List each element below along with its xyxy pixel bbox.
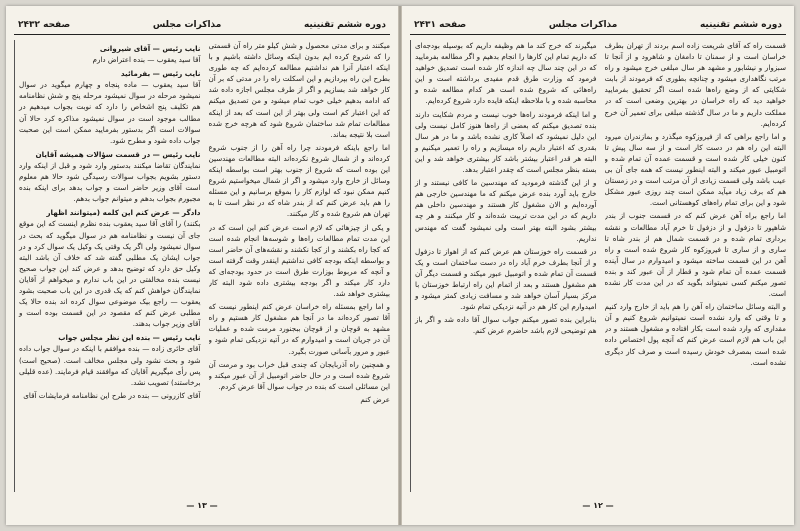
paragraph-text: و البته وسائل ساختمان راه آهن را هم باید از خارج وارد کنیم و تا وقتی که وارد نشده است نمیتوانیم شروع کنیم و آن مقداری که وارد شده است بکار افتاده و مشغول هستند و در این باب هم لازم است عرض کنم که آنچه پول اختصاص داده شده است بمصرف خودش رسیده است و صرف کار دیگری نشده است. xyxy=(604,302,786,367)
paragraph-text: در قسمت راه خوزستان هم عرض کنم که از اهواز تا دزفول و از آنجا بطرف خرم آباد راه در دست ساختمان است و یک قسمت آن تمام شده و اتومبیل عبور میکند و قسمت دیگر آن هم مشغول هستند و بعد از اتمام این راه ارتباط خوزستان با مرکز بسیار آسان خواهد شد و مسافت زیادی کمتر میشود و امیدوارم این کار هم در آتیه نزدیکی تمام شود. xyxy=(415,246,597,312)
speaker-line: نایب رئیس — آقای شیروانی xyxy=(99,44,201,53)
transcript-paragraph xyxy=(605,301,787,368)
transcript-paragraph xyxy=(209,222,391,300)
paragraph-text: آقا سید یعقوب — ماده پنجاه و چهارم میگوید در سوال نمیشود مرحله در سوال نمیشود مرحله پنج و شش نظامنامه هم تکلیف پنج اشخاص را دارد که نوبت بجواب میدهیم در مطالب موجود است در سوال نمیشود مذاکره کرد حالا آن سوالات است اگر بدستور بفرمایید ممکن است این صحبت جواب داده شود و مطرح شود. xyxy=(19,80,201,145)
paragraph-text: میگیرند که خرج کند ما هم وظیفه داریم که بوسیله بودجه‌ای که داریم تمام این کارها را انجام بدهیم و اگر مطالعه بفرمایید که در این چند سال چه اندازه کار شده است تصدیق خواهید فرمود که وزارت طرق قدم مفیدی برداشته است و این راه‌هائی که شروع شده است هر کدام مطالعه شده و محاسبه شده و با ملاحظه اینکه فایده دارد شروع کرده‌ایم. xyxy=(415,41,597,106)
right-page-header xyxy=(410,16,786,35)
right-page-footer-number: — ۱۲ — xyxy=(582,501,614,510)
paragraph-text: قسمت راه که آقای شریعت زاده اسم بردند از تهران بطرف خراسان است و از سمنان تا دامغان و شاهرود و از آنجا تا سبزوار و نیشابور و مشهد هر سال مبلغی خرج میشود و راه مرتب نگاهداری میشود و چنانچه بطوری که فرمودند از بابت شکایتی که از وضع راه‌ها شده است اگر تحقیق بفرمایید خواهید دید که راه خراسان در بهترین وضعی است که در مملکت داریم و ما در سال گذشته مبلغی برای تعمیر آن خرج کرده‌ایم. xyxy=(604,41,786,128)
speaker-line: نایب رئیس — در قسمت سؤالات همیشه آقایان xyxy=(35,149,201,159)
speaker-line: نایب رئیس — بنده این نظر مجلس جواب xyxy=(58,333,201,343)
right-header-title: مذاکرات مجلس xyxy=(548,20,618,30)
right-page-columns xyxy=(410,40,786,492)
right-header-page-number: صفحه ۲۴۳۱ xyxy=(414,20,467,30)
transcript-paragraph xyxy=(19,332,201,387)
paragraph-text: و یکی از چیزهائی که لازم است عرض کنم این است که در این مدت تمام مطالعات راه‌ها و شوسه‌ها انجام شده است که کجا راه بکشند و از کجا نکشند و نقشه‌های آن حاضر است و بواسطه اینکه بودجه کافی نداشتیم اینقدر وقت گرفته است و آنچه که مربوط بوزارت طرق است در حدود بودجه‌ای که دارد کار میکند و اگر بودجه بیشتری داده شود البته کار بیشتری خواهد شد. xyxy=(208,222,390,299)
transcript-paragraph xyxy=(605,131,787,209)
transcript-paragraph xyxy=(209,301,391,356)
transcript-paragraph xyxy=(415,109,597,176)
left-page-header xyxy=(14,16,390,35)
transcript-paragraph xyxy=(19,43,201,65)
transcript-paragraph xyxy=(19,207,201,329)
left-page xyxy=(14,16,390,514)
transcript-paragraph xyxy=(19,390,201,401)
paragraph-text: عرض کنم xyxy=(360,394,390,404)
left-page-columns xyxy=(14,40,390,492)
right-header-session: دوره ششم تقنینیه xyxy=(699,20,782,30)
paragraph-text: و اما راجع براهی که از فیروزکوه میگذرد و بمازندران میرود البته این راه هم در دست کار است و از سه سال پیش تا کنون خیلی کار شده است و قسمت عمده آن تمام شده و اتومبیل عبور میکند و البته اینطور نیست که همه جای آن بی عیب باشد ولی قسمت زیادی از آن مرتب است و در زمستان هم که برف زیاد میآید ممکن است چند روزی عبور مشکل شود و این برای تمام راه‌های کوهستانی است. xyxy=(604,131,786,208)
paragraph-text: و همچنین راه آذربایجان که چندی قبل خراب بود و مرمت آن شروع شده است و در حال حاضر اتومبیل از آن عبور میکند و این مسائلی است که بنده در جواب سوال آقا عرض کردم. xyxy=(208,359,390,391)
transcript-paragraph xyxy=(415,246,597,313)
transcript-paragraph xyxy=(415,177,597,244)
paragraph-text: بکنند) را آقای آقا سید یعقوب بنده نظرم اینست که این موقع جای آن نیست و نظامنامه هم در سوال میگوید که بحث در سوال نمیشود ولی اگر یک وقتی یک وکیل یک سوال کرد و در جواب ایشان یک مطلبی گفته شد که خلاف آن باشد البته وکیل حق دارد که توضیح بدهد و عرض کند این جواب صحیح نیست بنده مخالفتی در این باب ندارم و میخواهم از آقایان نمایندگان خواهش کنم که یک قدری در این باب صحبت بشود یعقوب — راجع بیک موضوعی سوال کرده اند بنده حالا یک مطلبی عرض کنم که مقصود در این قسمت بوده است و آقای وزیر جواب بدهند. xyxy=(19,219,201,329)
left-header-page-number: صفحه ۲۴۳۲ xyxy=(18,20,71,30)
right-page xyxy=(410,16,786,514)
left-header-session: دوره ششم تقنینیه xyxy=(303,20,386,30)
paragraph-text: اما راجع باینکه فرمودند چرا راه آهن را از جنوب شروع کرده‌اند و از شمال شروع نکرده‌اند البته مطالعات مهندسین این بوده است که شروع از جنوب بهتر است بواسطه اینکه وسائل از خارج وارد میشود و اگر از شمال میخواستیم شروع کنیم ممکن نبود که لوازم کار را بموقع برسانیم و این مسئله را هم باید عرض کنم که از بندر شاه که در نظر است تا به تهران هم شروع شده و کار میکنند. xyxy=(208,142,390,219)
paragraph-text: آقای حائری زاده — بنده موافقم با اینکه در سوال جواب داده شود و بحث نشود ولی مجلس مخالف است. (صحیح است) پس رأی میگیریم آقایان که موافقند قیام فرمایند. (عده قلیلی برخاستند) تصویب نشد. xyxy=(19,344,201,387)
transcript-paragraph xyxy=(605,210,787,299)
paragraph-text: و از این گذشته فرمودید که مهندسین ما کافی نیستند و از خارج باید آورد بنده عرض میکنم که ما مهندسین خارجی هم آورده‌ایم و الان مشغول کار هستند و مهندسین داخلی هم داریم که در این مدت تربیت شده‌اند و کار میکنند و هر چه بیشتر بشود البته بهتر است ولی نمیشود گفت که مهندس نداریم. xyxy=(415,178,597,243)
left-page-column-right xyxy=(209,40,391,492)
speaker-line: نایب رئیس — بفرمائید xyxy=(120,69,201,79)
book-spread xyxy=(6,6,794,525)
paragraph-text: اما راجع براه آهن عرض کنم که در قسمت جنوب از بندر شاهپور تا دزفول و از دزفول تا خرم آباد مطالعات و نقشه برداری تمام شده و در قسمت شمال هم از بندر شاه تا ساری و از ساری تا فیروزکوه کار شروع شده است و راه آهن در این قسمت ساخته میشود و امیدوارم در سال آینده قسمت عمده آن تمام شود و قطار از آن عبور کند و بنده تصور میکنم کسی نمیتواند بگوید که در این مدت کار نشده است. xyxy=(604,211,786,299)
left-header-title: مذاکرات مجلس xyxy=(152,20,222,30)
transcript-paragraph xyxy=(209,40,391,140)
transcript-paragraph xyxy=(415,40,597,107)
transcript-paragraph xyxy=(209,359,391,392)
transcript-paragraph xyxy=(415,314,597,336)
paragraph-text: بنابراین بنده تصور میکنم جواب سوال آقا داده شد و اگر باز هم توضیحی لازم باشد حاضرم عرض کنم. xyxy=(415,315,597,336)
paragraph-text: و اما اینکه فرمودند راه‌ها خوب نیست و مردم شکایت دارند بنده تصدیق میکنم که بعضی از راه‌ها هنوز کامل نیست ولی این دلیل نمیشود که اصلاً کاری نشده باشد و ما در هر سال بقدری که اعتبار داریم راه میسازیم و راه را تعمیر میکنیم و البته هر قدر اعتبار بیشتر باشد کار بیشتری خواهد شد و این بسته بنظر مجلس است که چقدر اعتبار بدهد. xyxy=(415,109,597,175)
right-page-column-left xyxy=(410,40,597,492)
paragraph-text: آقای کازرونی — بنده در طرح این نظامنامه فرمایشات آقای xyxy=(23,390,201,400)
transcript-paragraph xyxy=(19,68,201,146)
left-page-footer-number: — ۱۳ — xyxy=(186,501,218,510)
transcript-paragraph xyxy=(605,40,787,129)
transcript-paragraph xyxy=(19,149,201,204)
paragraph-text: آقا سید یعقوب — بنده اعتراض دارم xyxy=(92,55,201,65)
speaker-line: دادگر — عرض کنم این کلمه (میتوانند اظهار xyxy=(46,208,201,218)
transcript-paragraph xyxy=(209,142,391,220)
transcript-paragraph xyxy=(209,394,391,405)
left-page-column-left xyxy=(14,40,201,492)
paragraph-text: و اما راجع بمسئله راه خراسان عرض کنم اینطور نیست که آقا تصور کرده‌اند ما در آنجا هم مشغول کار هستیم و راه مشهد به قوچان و از قوچان ببجنورد مرمت شده و عملیات آن در جریان است و امیدوارم که در آتیه نزدیکی تمام شود و عبور و مرور بآسانی صورت بگیرد. xyxy=(208,302,390,356)
paragraph-text: میکنند و برای مدتی محصول و شش کیلو متر راه آن قسمتی را که شروع کرده ایم بدون اینکه وسائل داشته باشیم و با اینکه اعتبار آنرا هم نداشتیم مطالعه کرده‌ایم که چه طوری بطرح این راه بپردازیم و این اسکلت راه را در مدتی که بر آن کار خواهد شد بسازیم و اگر از طرف مجلس اجازه داده شد که ادامه بدهیم خیلی خوب تمام میشود و من تصدیق میکنم که این اعتبار کم است ولی بهتر از این است که بعد از اینکه مطالعات تمام شد ساختمان شروع شود که هرچه خرج شده است بلا نتیجه بماند. xyxy=(208,41,390,139)
book-gutter xyxy=(398,6,402,525)
paragraph-text: نمایندگان تقاضا میکنند بدستور وارد شود و قبل از اینکه وارد دستور بشویم بجواب سوالات رسیدگی شود حالا هم معلوم است آقای وزیر حاضر است و جواب بدهد برای اینکه بنده مجبورم بجواب بدهم و میتوانم جواب بدهم. xyxy=(19,160,201,204)
right-page-column-right xyxy=(605,40,787,492)
